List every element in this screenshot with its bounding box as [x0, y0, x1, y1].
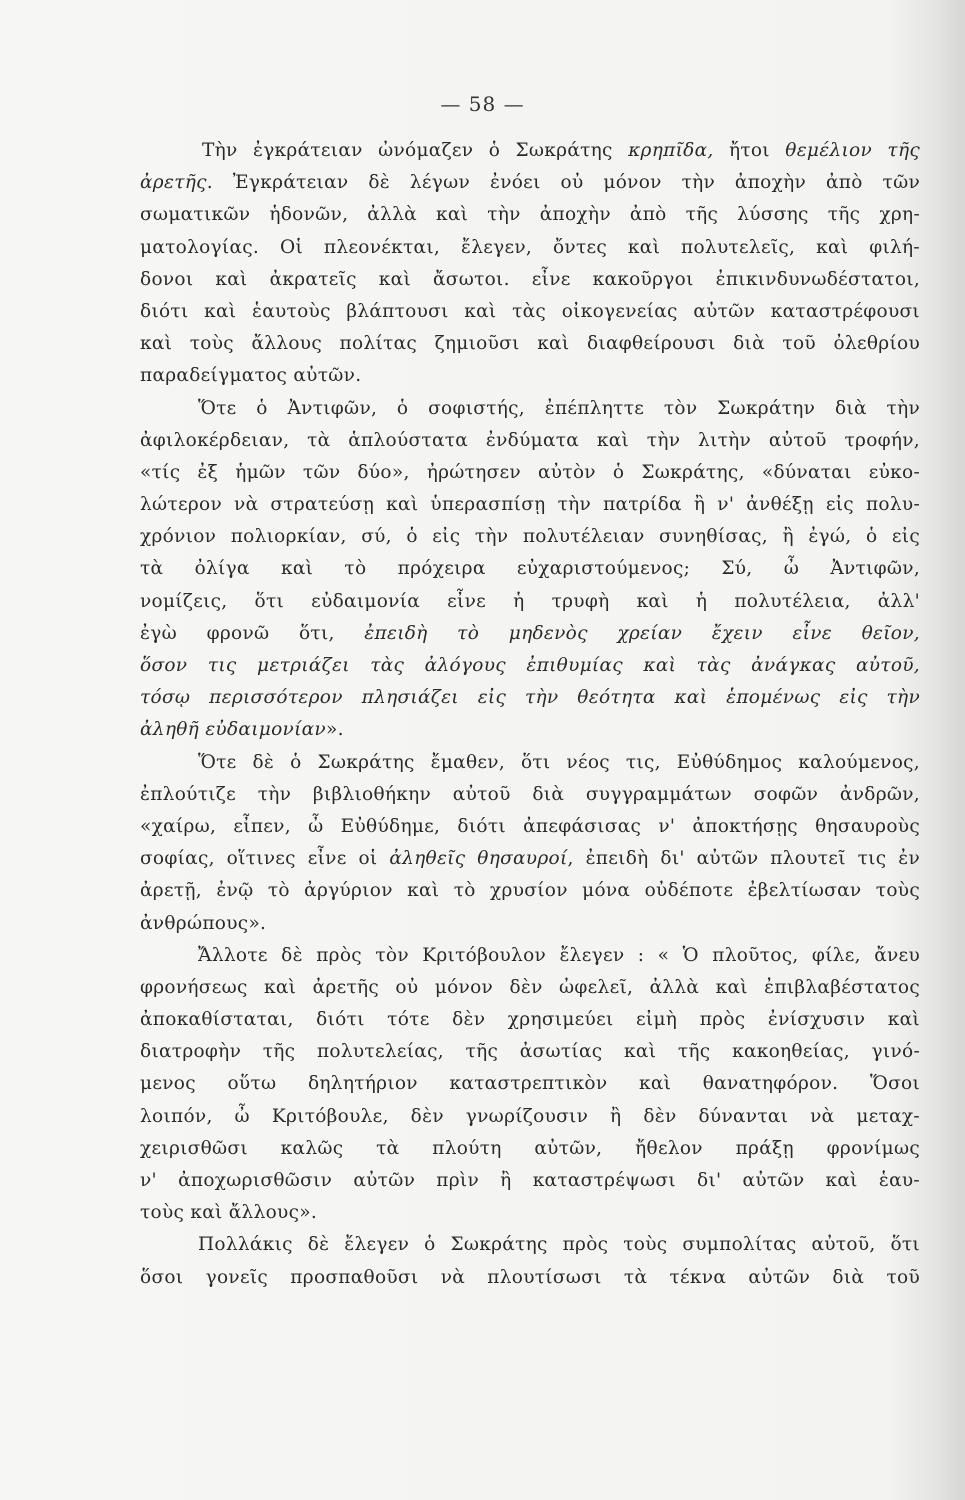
- text-line: χρόνιον πολιορκίαν, σύ, ὁ εἰς τὴν πολυτέλειαν συνηθίσας, ἢ ἐγώ, ὁ εἰς: [140, 526, 920, 548]
- text-line: «χαίρω, εἶπεν, ὦ Εὐθύδημε, διότι ἀπεφάσισας ν' ἀποκτήσῃς θησαυροὺς: [140, 815, 920, 837]
- text-line: σωματικῶν ἡδονῶν, ἀλλὰ καὶ τὴν ἀποχὴν ἀπὸ τῆς λύσσης τῆς χρη-: [140, 204, 920, 226]
- text-line: ἀφιλοκέρδειαν, τὰ ἁπλούστατα ἐνδύματα καὶ τὴν λιτὴν αὐτοῦ τροφήν,: [140, 429, 920, 451]
- text-line: μενος οὕτω δηλητήριον καταστρεπτικὸν καὶ θανατηφόρον. Ὅσοι: [140, 1073, 920, 1095]
- text-line: Ὅτε δὲ ὁ Σωκράτης ἔμαθεν, ὅτι νέος τις, Εὐθύδημος καλούμενος,: [198, 751, 920, 773]
- text-line: ἐγὼ φρονῶ ὅτι, ἐπειδὴ τὸ μηδενὸς χρείαν ἔχειν εἶνε θεῖον,: [140, 622, 920, 644]
- text-line: λώτερον νὰ στρατεύσῃ καὶ ὑπερασπίσῃ τὴν πατρίδα ἢ ν' ἀνθέξῃ εἰς πολυ-: [140, 494, 920, 516]
- text-line: χειρισθῶσι καλῶς τὰ πλούτη αὐτῶν, ἤθελον πράξῃ φρονίμως: [140, 1137, 920, 1159]
- text-line: λοιπόν, ὦ Κριτόβουλε, δὲν γνωρίζουσιν ἢ δὲν δύνανται νὰ μεταχ-: [140, 1105, 920, 1127]
- text-line: ὅσον τις μετριάζει τὰς ἀλόγους ἐπιθυμίας καὶ τὰς ἀνάγκας αὐτοῦ,: [140, 655, 920, 676]
- text-line: διατροφὴν τῆς πολυτελείας, τῆς ἀσωτίας καὶ τῆς κακοηθείας, γινό-: [140, 1041, 920, 1063]
- text-line: τὰ ὀλίγα καὶ τὸ πρόχειρα εὐχαριστούμενος; Σύ, ὦ Ἀντιφῶν,: [140, 558, 920, 580]
- text-line: φρονήσεως καὶ ἀρετῆς οὐ μόνον δὲν ὠφελεῖ, ἀλλὰ καὶ ἐπιβλαβέστατος: [140, 976, 920, 998]
- text-line: νομίζεις, ὅτι εὐδαιμονία εἶνε ἡ τρυφὴ καὶ ἡ πολυτέλεια, ἀλλ': [140, 590, 920, 612]
- text-line: ἀληθῆ εὐδαιμονίαν».: [140, 719, 344, 741]
- text-line: «τίς ἐξ ἡμῶν τῶν δύο», ἠρώτησεν αὐτὸν ὁ Σωκράτης, «δύναται εὐκο-: [140, 461, 920, 483]
- text-line: Ὅτε ὁ Ἀντιφῶν, ὁ σοφιστής, ἐπέπληττε τὸν Σωκράτην διὰ τὴν: [198, 397, 920, 419]
- text-line: ἀποκαθίσταται, διότι τότε δὲν χρησιμεύει εἰμὴ πρὸς ἐνίσχυσιν καὶ: [140, 1009, 920, 1031]
- text-line: Τὴν ἐγκράτειαν ὠνόμαζεν ὁ Σωκράτης κρηπῖδα, ἤτοι θεμέλιον τῆς: [202, 140, 920, 161]
- text-line: σοφίας, οἵτινες εἶνε οἱ ἀληθεῖς θησαυροί, ἐπειδὴ δι' αὐτῶν πλουτεῖ τις ἐν: [140, 848, 921, 870]
- text-line: ἐπλούτιζε τὴν βιβλιοθήκην αὐτοῦ διὰ συγγραμμάτων σοφῶν ἀνδρῶν,: [140, 783, 920, 805]
- body-text: [140, 135, 920, 1294]
- text-line: Πολλάκις δὲ ἔλεγεν ὁ Σωκράτης πρὸς τοὺς συμπολίτας αὐτοῦ, ὅτι: [198, 1234, 920, 1256]
- text-line: τόσῳ περισσότερον πλησιάζει εἰς τὴν θεότητα καὶ ἑπομένως εἰς τὴν: [140, 687, 920, 709]
- text-line: καὶ τοὺς ἄλλους πολίτας ζημιοῦσι καὶ διαφθείρουσι διὰ τοῦ ὀλεθρίου: [140, 333, 920, 355]
- text-line: δονοι καὶ ἀκρατεῖς καὶ ἄσωτοι. εἶνε κακοῦργοι ἐπικινδυνωδέστατοι,: [140, 268, 920, 290]
- text-line: ἀρετῇ, ἐνῷ τὸ ἀργύριον καὶ τὸ χρυσίον μόνα οὐδέποτε ἐβελτίωσαν τοὺς: [140, 880, 920, 902]
- page-number: — 58 —: [440, 92, 525, 116]
- text-line: ἀνθρώπους».: [140, 912, 267, 934]
- text-line: διότι καὶ ἑαυτοὺς βλάπτουσι καὶ τὰς οἰκογενείας αὐτῶν καταστρέφουσι: [140, 300, 920, 322]
- text-line: ματολογίας. Οἱ πλεονέκται, ἔλεγεν, ὄντες καὶ πολυτελεῖς, καὶ φιλή-: [140, 236, 920, 258]
- text-line: παραδείγματος αὐτῶν.: [140, 365, 362, 387]
- text-line: τοὺς καὶ ἄλλους».: [140, 1202, 318, 1224]
- text-line: ν' ἀποχωρισθῶσιν αὐτῶν πρὶν ἢ καταστρέψωσι δι' αὐτῶν καὶ ἑαυ-: [140, 1170, 920, 1191]
- text-line: ὅσοι γονεῖς προσπαθοῦσι νὰ πλουτίσωσι τὰ τέκνα αὐτῶν διὰ τοῦ: [140, 1266, 920, 1288]
- text-line: Ἄλλοτε δὲ πρὸς τὸν Κριτόβουλον ἔλεγεν : « Ὁ πλοῦτος, φίλε, ἄνευ: [198, 944, 920, 966]
- text-line: ἀρετῆς. Ἐγκράτειαν δὲ λέγων ἐνόει οὐ μόνον τὴν ἀποχὴν ἀπὸ τῶν: [140, 172, 920, 194]
